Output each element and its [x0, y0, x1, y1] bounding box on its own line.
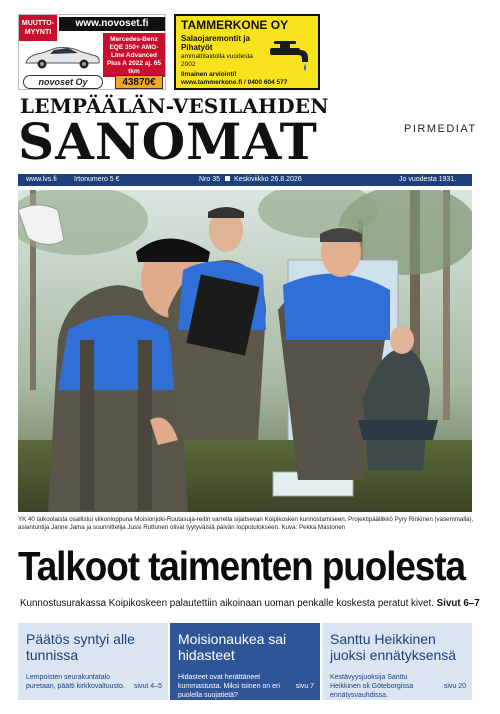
- teaser-text: Kestävyysjuoksija Santtu Heikkinen oli Göteborgissa ennätysvauhdissa.: [330, 674, 414, 699]
- ad-experience: ammattitaidolla vuodesta 2002: [181, 53, 253, 68]
- masthead-subtitle: LEMPÄÄLÄN-VESILAHDEN: [20, 94, 329, 118]
- founded-note: Jo vuodesta 1931.: [399, 176, 457, 183]
- ad-contact: www.tammerkone.fi / 0400 604 577: [181, 78, 288, 86]
- teaser-page: sivut 4–5: [133, 683, 162, 690]
- ad-url: www.novoset.fi: [59, 17, 165, 31]
- teaser-title: Moisionaukea sai hidasteet: [178, 631, 287, 663]
- car-description: Mercedes-Benz EQE 350+ AMG-Line Advanced Plus A 2022 aj. 65 tkm: [103, 33, 165, 77]
- lead-sentence: Kunnostusurakassa Koipikoskeen palautettiin aikoinaan uoman penkalle koskesta peratut kivet.: [20, 598, 434, 609]
- main-headline[interactable]: Talkoot taimenten puolesta: [18, 543, 465, 589]
- teaser-title: Santtu Heikkinen juoksi ennätyksensä: [330, 631, 457, 663]
- tammerkone-ad[interactable]: [174, 14, 320, 90]
- cover-photo: [18, 190, 472, 512]
- separator-square-icon: [222, 174, 233, 186]
- teaser-item-2[interactable]: [170, 623, 320, 700]
- issue-date: Keskiviikko 26.8.2026: [234, 176, 302, 183]
- issue-number: Nro 35: [199, 176, 221, 183]
- photo-caption: YK 40 talkoolaista osallistui viikonloppuna Moisionjoki-Ruutasuja-reitin varrella sijaitsevan Koipikosken kunnostamiseen. Projektipäällikkö Pyry Rinkinen (vasemmalla), asiantuntija Janne Jama ja suunnittelija Jussi Ruttunen olivat tyytyväisiä päivän lopputulokseen. Kuva: Pekka Mastonen: [18, 516, 474, 531]
- lead-text: [20, 597, 480, 611]
- single-copy-price: Irtonumero 5 €: [74, 176, 120, 183]
- teaser-page: sivu 7: [295, 683, 314, 690]
- dealer-logo: novoset Oy: [23, 75, 103, 89]
- teaser-text: Lempoisten seurakuntatalo puretaan, päätti kirkkovaltuusto.: [26, 674, 125, 690]
- masthead-title: SANOMAT: [18, 112, 318, 171]
- teaser-text: Hidasteet ovat herättäneet kummastusta. Miksi toinen on eri puolella suojatietä?: [178, 674, 280, 699]
- teaser-item-1[interactable]: [18, 623, 168, 700]
- issue-info-bar: [18, 174, 472, 186]
- teaser-item-3[interactable]: [322, 623, 472, 700]
- lead-pages: Sivut 6–7: [436, 598, 480, 609]
- car-dealer-ad[interactable]: [18, 14, 166, 90]
- ad-services: Salaojaremontit ja Pihatyöt: [181, 34, 250, 52]
- cover-photo-illustration: [18, 190, 472, 512]
- ad-estimate: Ilmainen arviointi!: [181, 71, 237, 78]
- publisher-logo: PIRMEDIAT: [404, 123, 477, 135]
- website-link[interactable]: www.lvs.fi: [26, 176, 57, 183]
- car-icon: [22, 43, 102, 71]
- moving-sale-tag: MUUTTO-MYYNTI: [19, 15, 57, 41]
- car-price: 43870€: [115, 75, 163, 89]
- teaser-title: Päätös syntyi alle tunnissa: [26, 631, 135, 663]
- teaser-page: sivu 20: [443, 683, 466, 690]
- ad-heading: TAMMERKONE OY: [181, 18, 289, 32]
- water-tap-icon: [264, 40, 312, 76]
